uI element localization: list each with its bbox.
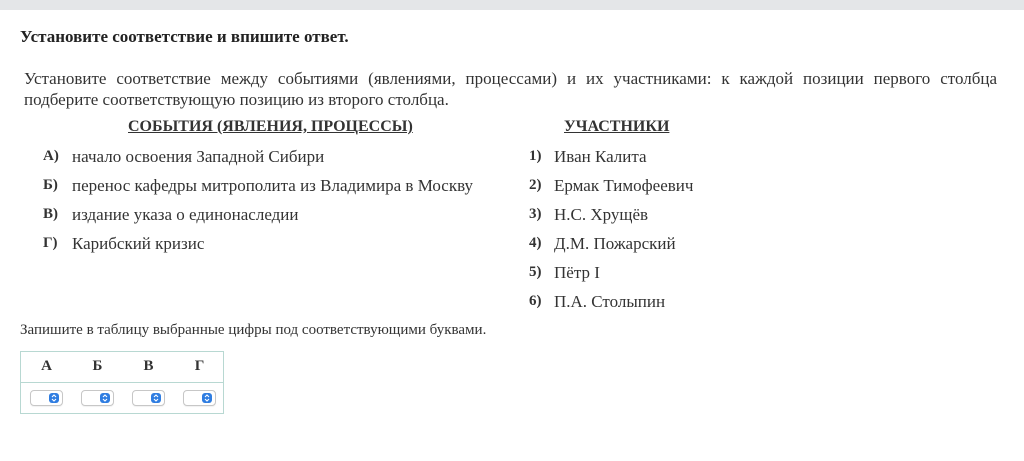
answer-column-header: Г xyxy=(194,358,205,374)
participant-text: Н.С. Хрущёв xyxy=(554,205,649,224)
participant-text: Иван Калита xyxy=(554,147,647,166)
event-text: начало освоения Западной Сибири xyxy=(72,147,325,166)
events-column-title: СОБЫТИЯ (ЯВЛЕНИЯ, ПРОЦЕССЫ) xyxy=(128,118,413,135)
participant-number: 1) xyxy=(529,148,542,164)
event-letter: Б) xyxy=(43,177,58,193)
participant-number: 4) xyxy=(529,235,542,251)
answer-column-header: А xyxy=(41,358,52,374)
up-down-chevron-icon xyxy=(49,393,59,403)
task-heading: Установите соответствие и впишите ответ. xyxy=(20,27,349,46)
up-down-chevron-icon xyxy=(151,393,161,403)
event-text: издание указа о единонаследии xyxy=(72,205,299,224)
event-letter: А) xyxy=(43,148,59,164)
task-instruction: Установите соответствие между событиями (явлениями, процессами) и их участниками: к каждой позиции первого столбца подберите соответствующую позицию из второго столбца. xyxy=(24,69,997,109)
answer-hint: Запишите в таблицу выбранные цифры под соответствующими буквами. xyxy=(20,322,487,338)
event-text: Карибский кризис xyxy=(72,234,205,253)
participant-number: 3) xyxy=(529,206,542,222)
answer-table xyxy=(20,351,224,414)
answer-column-header: В xyxy=(143,358,154,374)
top-bar xyxy=(0,0,1024,10)
answer-column-header: Б xyxy=(92,358,103,374)
answer-select-b[interactable] xyxy=(81,390,114,406)
participant-text: Пётр I xyxy=(554,263,600,282)
participant-number: 6) xyxy=(529,293,542,309)
participant-number: 5) xyxy=(529,264,542,280)
participant-number: 2) xyxy=(529,177,542,193)
answer-select-g[interactable] xyxy=(183,390,216,406)
event-letter: Г) xyxy=(43,235,58,251)
event-letter: В) xyxy=(43,206,58,222)
up-down-chevron-icon xyxy=(202,393,212,403)
participants-column-title: УЧАСТНИКИ xyxy=(564,118,670,135)
participant-text: Д.М. Пожарский xyxy=(554,234,676,253)
event-text: перенос кафедры митрополита из Владимира в Москву xyxy=(72,176,474,195)
participant-text: Ермак Тимофеевич xyxy=(554,176,694,195)
participant-text: П.А. Столыпин xyxy=(554,292,666,311)
table-divider xyxy=(21,382,223,383)
up-down-chevron-icon xyxy=(100,393,110,403)
answer-select-v[interactable] xyxy=(132,390,165,406)
answer-select-a[interactable] xyxy=(30,390,63,406)
